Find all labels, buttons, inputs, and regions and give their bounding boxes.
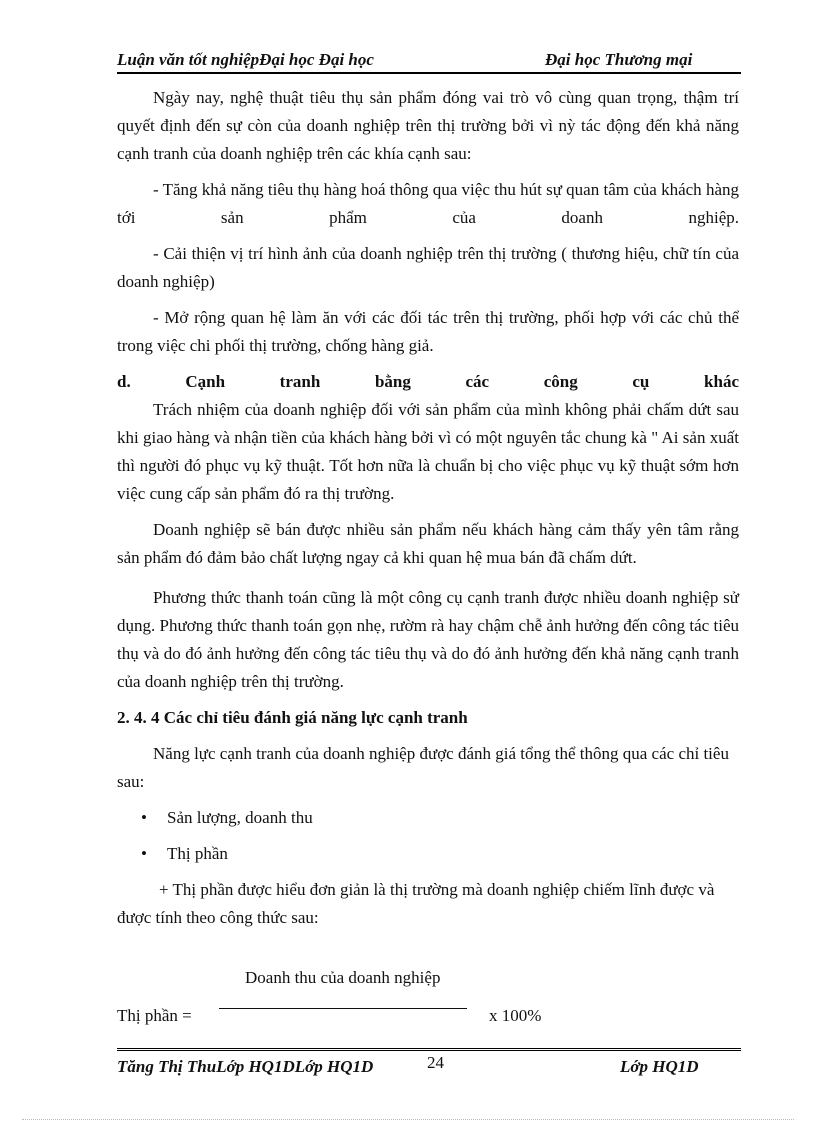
header-thesis-title: Luận văn tốt nghiệpĐại học Đại học xyxy=(117,50,374,69)
paragraph-point-1: - Tăng khả năng tiêu thụ hàng hoá thông qua việc thu hút sự quan tâm của khách hàng tới sản phẩm của doanh nghiệp. xyxy=(117,180,739,227)
page-header xyxy=(117,50,741,74)
page-number: 24 xyxy=(427,1053,444,1072)
bullet-icon: • xyxy=(141,808,147,827)
formula-numerator: Doanh thu của doanh nghiệp xyxy=(245,968,441,987)
section-heading-244: 2. 4. 4 Các chỉ tiêu đánh giá năng lực cạnh tranh xyxy=(117,708,468,727)
formula-lhs: Thị phần = xyxy=(117,1006,192,1025)
market-share-formula xyxy=(117,968,741,1038)
section-heading-d: d. Cạnh tranh bằng các công cụ khác xyxy=(117,372,739,391)
list-item-label: Thị phần xyxy=(167,844,228,863)
formula-multiplier: x 100% xyxy=(489,1006,542,1025)
header-university: Đại học Thương mại xyxy=(545,50,693,69)
list-item-label: Sản lượng, doanh thu xyxy=(167,808,313,827)
page-edge-divider xyxy=(22,1119,794,1120)
bullet-icon: • xyxy=(141,844,147,863)
paragraph-point-3: - Mở rộng quan hệ làm ăn với các đối tác trên thị trường, phối hợp với các chủ thể trong việc chi phối thị trường, chống hàng giả. xyxy=(117,308,739,355)
paragraph-payment: Phương thức thanh toán cũng là một công cụ cạnh tranh được nhiều doanh nghiệp sử dụng. Phương thức thanh toán gọn nhẹ, rườm rà hay chậm chễ ảnh hưởng đến công tác tiêu thụ và do đó ảnh hưởng đến công tác tiêu thụ và do đó ảnh hưởng đến khả năng cạnh tranh của doanh nghiệp trên thị trường. xyxy=(117,588,739,691)
page-body xyxy=(117,84,739,932)
list-item xyxy=(117,804,739,832)
footer-author: Tăng Thị ThuLớp HQ1DLớp HQ1D xyxy=(117,1057,374,1076)
paragraph-responsibility: Trách nhiệm của doanh nghiệp đối với sản phẩm của mình không phải chấm dứt sau khi giao hàng và nhận tiền của khách hàng bởi vì có một nguyên tắc chung kà " Ai sản xuất thì người đó phục vụ kỹ thuật. Tốt hơn nữa là chuẩn bị cho việc phục vụ kỹ thuật sớm hơn việc cung cấp sản phẩm đó ra thị trường. xyxy=(117,400,739,503)
paragraph-market-share: + Thị phần được hiểu đơn giản là thị trường mà doanh nghiệp chiếm lĩnh được và được tính theo công thức sau: xyxy=(117,880,715,927)
paragraph-intro: Ngày nay, nghệ thuật tiêu thụ sản phẩm đóng vai trò vô cùng quan trọng, thậm trí quyết định đến sự còn của doanh nghiệp trên thị trường bởi vì nỳ tác động đến khả năng cạnh tranh của doanh nghiệp trên các khía cạnh sau: xyxy=(117,88,739,163)
paragraph-quality: Doanh nghiệp sẽ bán được nhiều sản phẩm nếu khách hàng cảm thấy yên tâm rằng sản phẩm đó đảm bảo chất lượng ngay cả khi quan hệ mua bán đã chấm dứt. xyxy=(117,520,739,567)
indicator-list xyxy=(117,804,739,868)
list-item xyxy=(117,840,739,868)
fraction-bar xyxy=(219,1008,467,1009)
paragraph-point-2: - Cải thiện vị trí hình ảnh của doanh nghiệp trên thị trường ( thương hiệu, chữ tín của doanh nghiệp) xyxy=(117,244,739,291)
paragraph-indicators: Năng lực cạnh tranh của doanh nghiệp được đánh giá tổng thể thông qua các chỉ tiêu sau: xyxy=(117,744,729,791)
footer-class: Lớp HQ1D xyxy=(620,1057,699,1076)
page-footer xyxy=(117,1048,741,1091)
